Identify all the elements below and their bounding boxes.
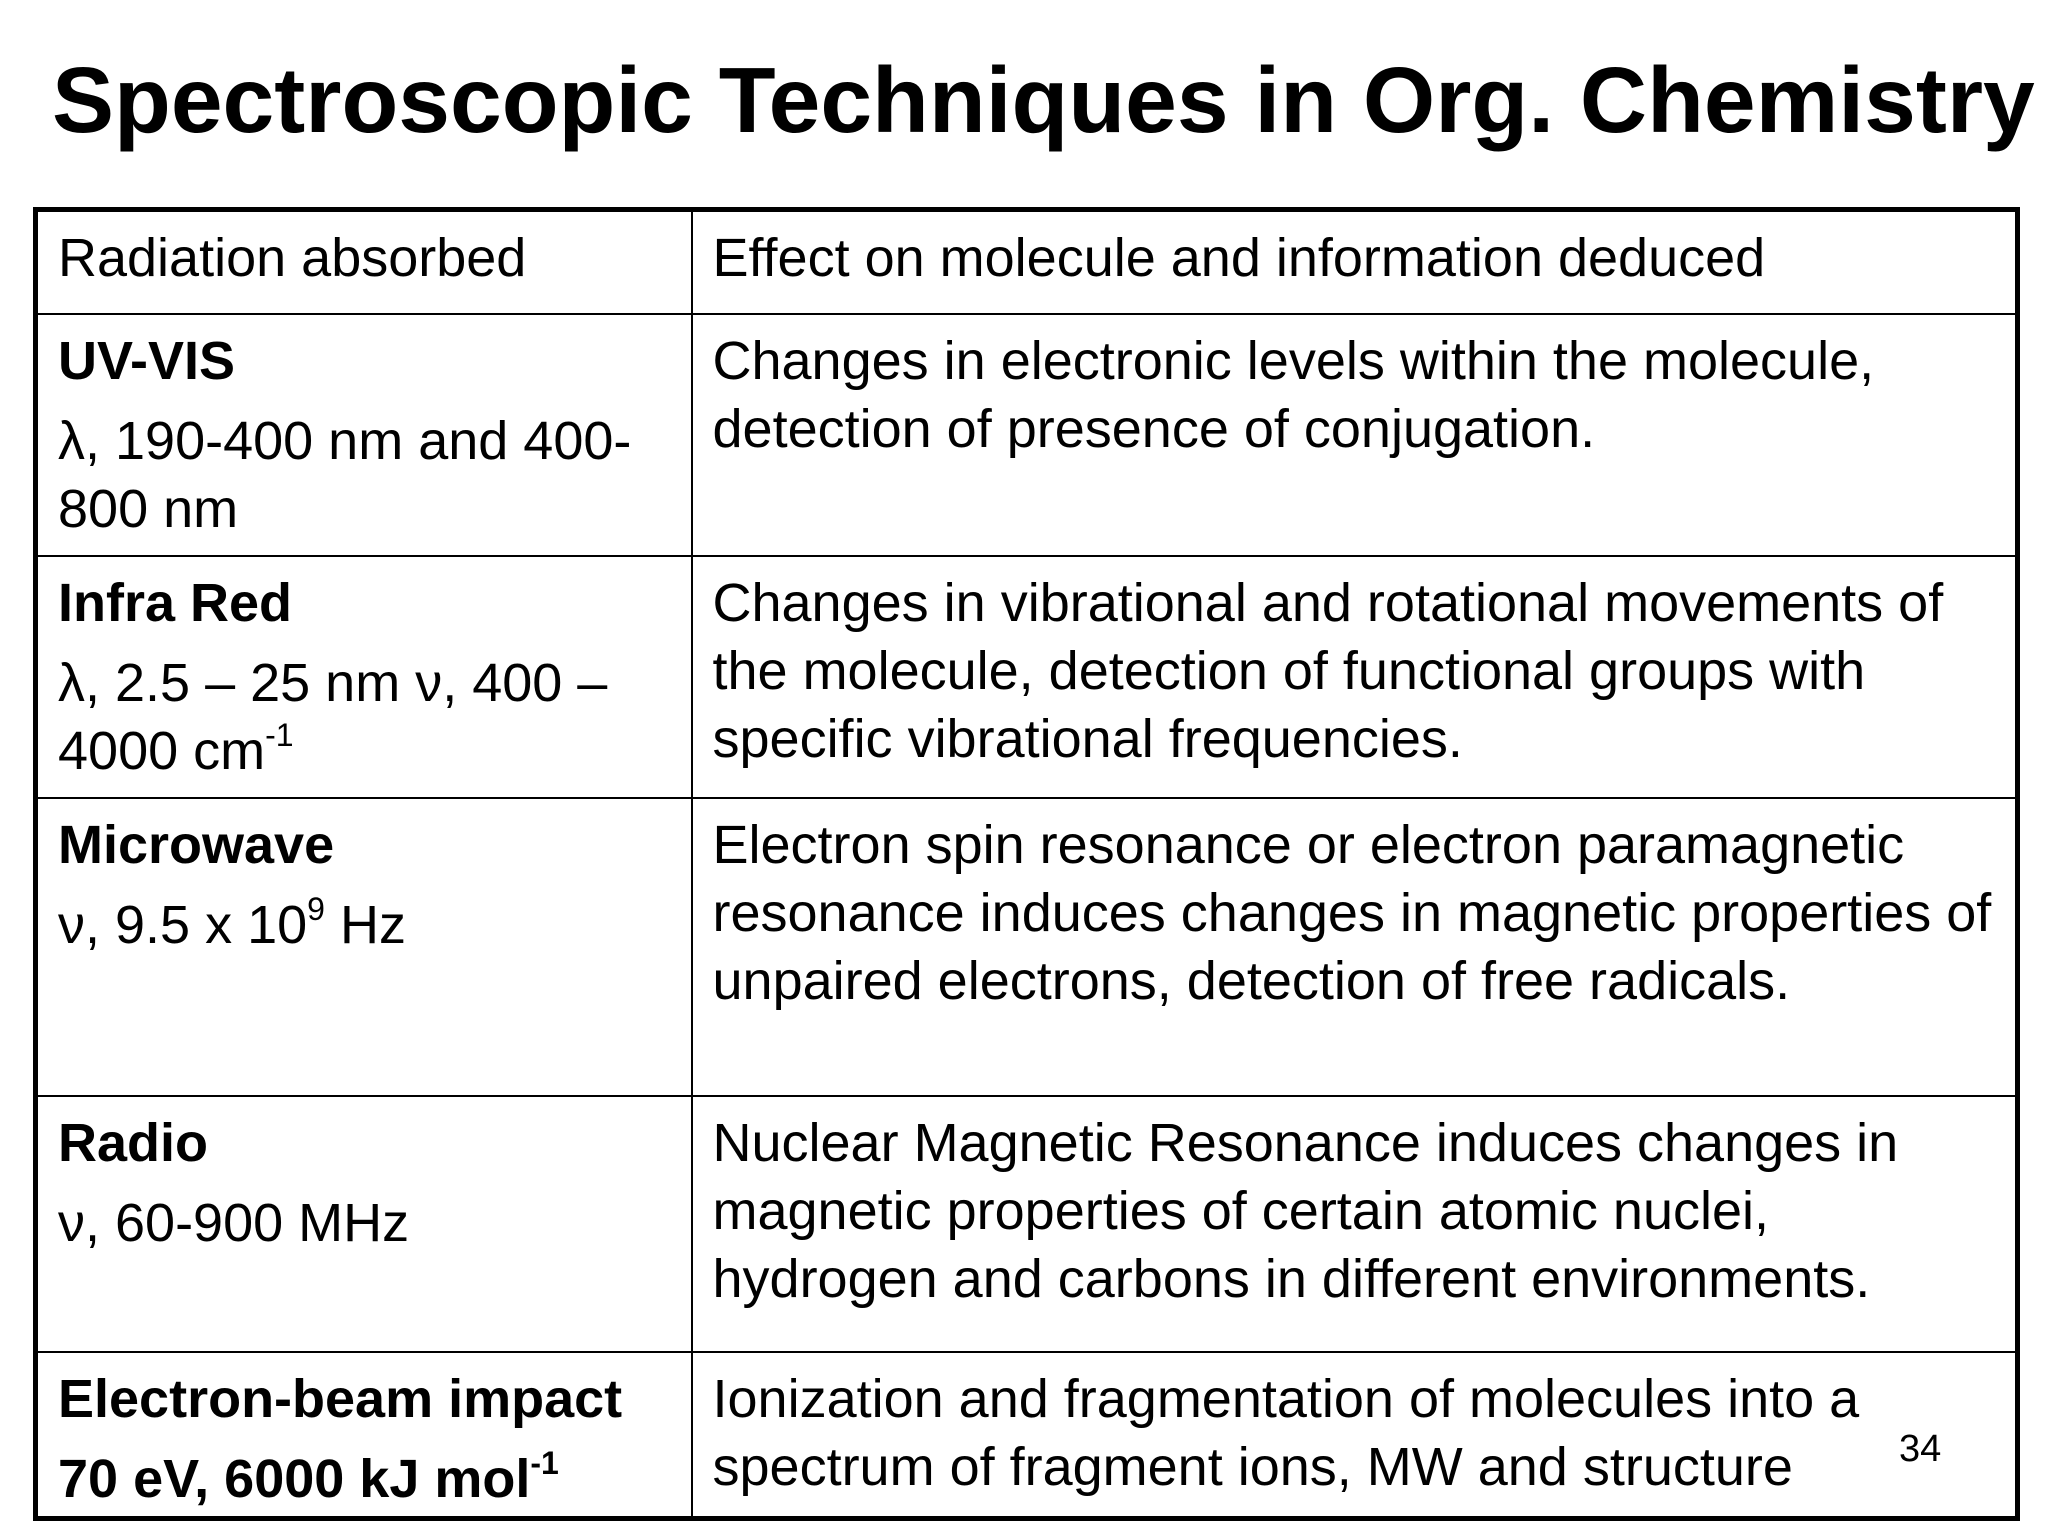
radiation-range: λ, 2.5 – 25 nm ν, 400 – 4000 $cm^{-1}$ [58, 652, 608, 781]
effect-cell: Nuclear Magnetic Resonance induces changes in magnetic properties of certain atomic nuclei, hydrogen and carbons in different environments. [692, 1096, 2018, 1352]
effect-cell: Ionization and fragmentation of molecules into a spectrum of fragment ions, MW and structure [692, 1352, 2018, 1519]
radiation-range: ν, 60-900 MHz [58, 1192, 410, 1253]
table-row-uv-vis [36, 314, 2018, 556]
radiation-name: Radio [58, 1112, 209, 1173]
effect-cell: Changes in electronic levels within the molecule, detection of presence of conjugation. [692, 314, 2018, 556]
header-radiation-absorbed: Radiation absorbed [36, 210, 692, 314]
radiation-cell [36, 798, 692, 1096]
header-effect: Effect on molecule and information deduced [692, 210, 2018, 314]
page-number: 34 [1899, 1428, 1942, 1470]
radiation-cell [36, 556, 692, 798]
radiation-cell [36, 1096, 692, 1352]
radiation-name: UV-VIS [58, 330, 236, 391]
radiation-name: Infra Red [58, 572, 293, 633]
table-header-row [36, 210, 2018, 314]
table-row-radio [36, 1096, 2018, 1352]
radiation-range: ν, 9.5 x $10^9$ Hz [58, 890, 406, 955]
radiation-cell [36, 1352, 692, 1519]
table-row-infra-red [36, 556, 2018, 798]
radiation-cell [36, 314, 692, 556]
table-row-microwave [36, 798, 2018, 1096]
spectroscopy-table [33, 207, 2020, 1521]
radiation-name: Microwave [58, 814, 335, 875]
slide-title: Spectroscopic Techniques in Org. Chemistry [52, 48, 2035, 152]
radiation-name: Electron-beam impact [58, 1368, 623, 1429]
effect-cell: Changes in vibrational and rotational movements of the molecule, detection of functional groups with specific vibrational frequencies. [692, 556, 2018, 798]
radiation-range: λ, 190-400 nm and 400-800 nm [58, 410, 632, 539]
table-row-electron-beam [36, 1352, 2018, 1519]
effect-cell: Electron spin resonance or electron paramagnetic resonance induces changes in magnetic properties of unpaired electrons, detection of free radicals. [692, 798, 2018, 1096]
radiation-range: 70 eV, 6000 kJ mol$^{-1}$ [58, 1444, 559, 1509]
